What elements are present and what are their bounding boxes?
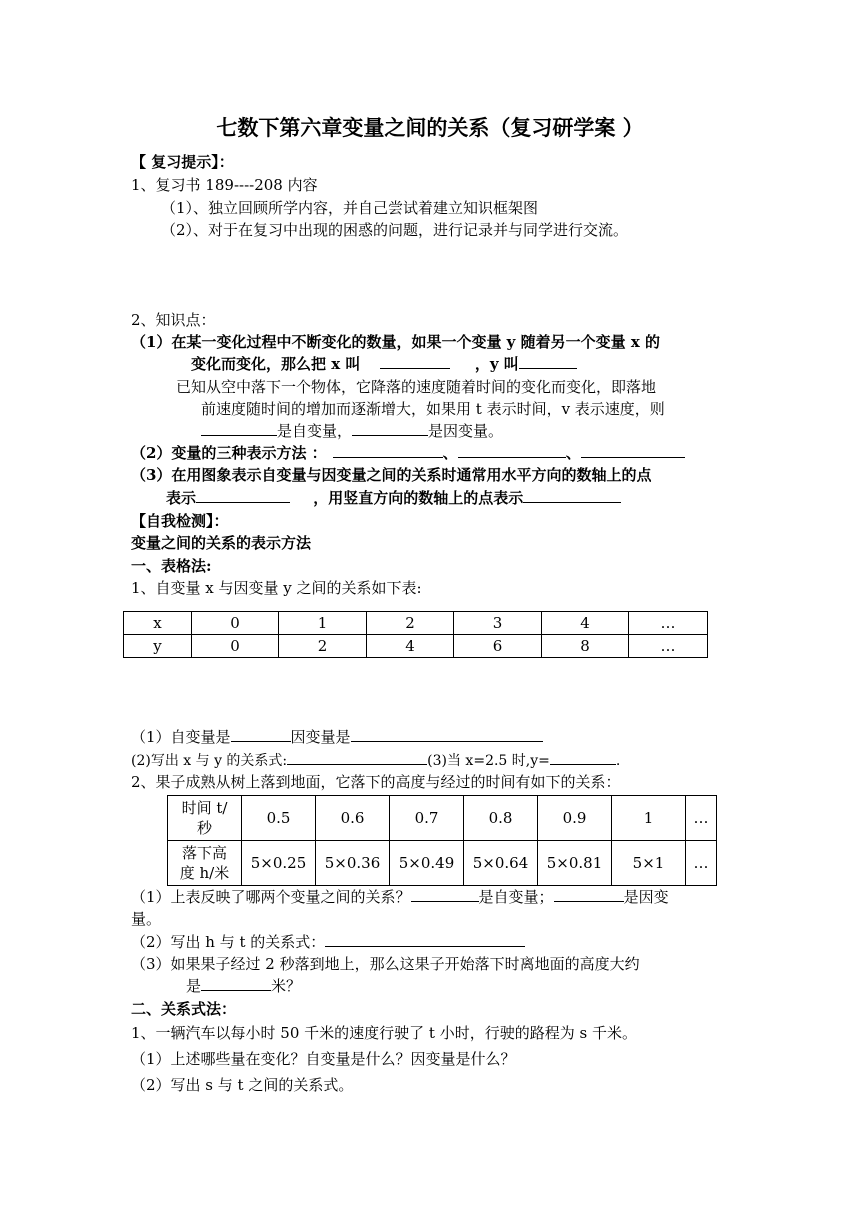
- question-3-part-2: （2）写出 s 与 t 之间的关系式。: [131, 1076, 354, 1094]
- table-cell: 5×0.36: [316, 841, 390, 886]
- review-sub-1: （1）、独立回顾所学内容，并自己尝试着建立知识框架图: [161, 199, 539, 217]
- table-head-time-b: 秒: [196, 819, 212, 837]
- q1-1-text-b: 因变量是: [290, 728, 351, 746]
- blank-method-1[interactable]: [333, 442, 443, 458]
- q1-2-text-a: (2)写出 x 与 y 的关系式:: [131, 753, 288, 769]
- question-1-part-2: [131, 749, 620, 772]
- table-row: [124, 612, 708, 635]
- knowledge-p3-text-b: ，用竖直方向的数轴上的点表示: [313, 489, 524, 507]
- review-sub-2: （2）、对于在复习中出现的困惑的问题，进行记录并与同学进行交流。: [161, 221, 629, 239]
- table-head-time-a: 时间 t/: [181, 799, 228, 817]
- table-cell: x: [124, 612, 192, 635]
- table-cell: 5×0.81: [538, 841, 612, 886]
- blank-method-3[interactable]: [581, 442, 685, 458]
- q1-1-text-a: （1）自变量是: [131, 728, 231, 746]
- blank-dependent-term[interactable]: [519, 353, 577, 369]
- q2-2-text: （2）写出 h 与 t 的关系式：: [131, 933, 326, 951]
- example-line-3: [201, 420, 503, 442]
- table-cell: 4: [542, 612, 629, 635]
- section-formula-method: 二、关系式法：: [131, 1000, 237, 1018]
- example-text-a: 是自变量，: [277, 422, 353, 440]
- blank-vertical-axis[interactable]: [523, 487, 621, 503]
- knowledge-p3-line1: （3）在用图象表示自变量与因变量之间的关系时通常用水平方向的数轴上的点: [131, 466, 652, 484]
- example-text-b: 是因变量。: [428, 422, 504, 440]
- knowledge-p1-line1: （1）在某一变化过程中不断变化的数量，如果一个变量 y 随着另一个变量 x 的: [131, 333, 660, 351]
- knowledge-p1-text-a: 变化而变化，那么把 x 叫: [191, 355, 361, 373]
- question-2-part-1: [131, 886, 669, 908]
- knowledge-p1-text-b: ，y 叫: [474, 355, 519, 373]
- table-cell: [168, 841, 242, 886]
- table-cell: 0.7: [390, 796, 464, 841]
- table-cell: 0.9: [538, 796, 612, 841]
- self-test-subtitle: 变量之间的关系的表示方法: [131, 534, 312, 552]
- question-2-part-3-cont: [186, 975, 301, 997]
- q2-3-text-b: 是: [186, 977, 202, 995]
- table-row: [168, 841, 717, 886]
- blank-example-dependent[interactable]: [352, 420, 428, 436]
- table-cell: 5×1: [612, 841, 686, 886]
- table-cell: …: [686, 796, 717, 841]
- table-head-height-b: 度 h/米: [179, 864, 230, 882]
- blank-q2-dependent[interactable]: [554, 886, 624, 902]
- page-title: 七数下第六章变量之间的关系（复习研学案 ）: [216, 115, 644, 140]
- blank-horizontal-axis[interactable]: [196, 487, 290, 503]
- table-cell: …: [629, 612, 708, 635]
- table-cell: …: [629, 635, 708, 658]
- question-2-intro: 2、果子成熟从树上落到地面，它落下的高度与经过的时间有如下的关系：: [131, 773, 621, 791]
- q1-2-text-c: .: [615, 753, 621, 769]
- knowledge-header: 2、知识点：: [131, 311, 216, 329]
- table-cell: 1: [612, 796, 686, 841]
- table-cell: 4: [367, 635, 454, 658]
- q2-1-text-c: 是因变: [623, 888, 669, 906]
- blank-q1-independent[interactable]: [231, 726, 291, 742]
- blank-q2-height[interactable]: [201, 975, 271, 991]
- table-head-height-a: 落下高: [181, 844, 227, 862]
- table-cell: y: [124, 635, 192, 658]
- table-cell: 0.5: [242, 796, 316, 841]
- blank-independent-term[interactable]: [380, 353, 450, 369]
- table-cell: 5×0.64: [464, 841, 538, 886]
- table-cell: 0.8: [464, 796, 538, 841]
- table-cell: 3: [454, 612, 542, 635]
- table-cell: …: [686, 841, 717, 886]
- question-2-part-2: [131, 931, 525, 953]
- blank-q1-y-value[interactable]: [550, 749, 616, 765]
- knowledge-p2: [131, 442, 685, 464]
- blank-q2-independent[interactable]: [411, 886, 479, 902]
- question-3-part-1: （1）上述哪些量在变化？自变量是什么？因变量是什么？: [131, 1050, 516, 1068]
- knowledge-p2-sep-1: 、: [442, 444, 458, 462]
- review-item-1: 1、复习书 189----208 内容: [131, 176, 318, 194]
- table-cell: 0: [192, 612, 279, 635]
- table-x-y: [123, 611, 708, 658]
- question-3-intro: 1、一辆汽车以每小时 50 千米的速度行驶了 t 小时，行驶的路程为 s 千米。: [131, 1024, 637, 1042]
- table-cell: 2: [279, 635, 367, 658]
- question-1-intro: 1、自变量 x 与因变量 y 之间的关系如下表:: [131, 579, 422, 597]
- q2-1-text-a: （1）上表反映了哪两个变量之间的关系？: [131, 888, 411, 906]
- blank-q1-dependent[interactable]: [351, 726, 543, 742]
- q2-1-text-b: 是自变量；: [478, 888, 554, 906]
- question-1-part-1: [131, 726, 543, 748]
- table-cell: 1: [279, 612, 367, 635]
- table-cell: 6: [454, 635, 542, 658]
- knowledge-p2-text: （2）变量的三种表示方法 ：: [131, 444, 327, 462]
- table-cell: 8: [542, 635, 629, 658]
- table-cell: 0: [192, 635, 279, 658]
- self-test-header: 【自我检测】：: [131, 512, 229, 530]
- table-time-height: [167, 795, 717, 886]
- table-cell: [168, 796, 242, 841]
- table-cell: 5×0.25: [242, 841, 316, 886]
- blank-q1-relation[interactable]: [287, 749, 427, 765]
- review-tips-header: 【 复习提示】：: [131, 153, 234, 171]
- table-row: [124, 635, 708, 658]
- knowledge-p3-text-a: 表示: [166, 489, 197, 507]
- example-line-1: 已知从空中落下一个物体，它降落的速度随着时间的变化而变化，即落地: [176, 378, 657, 396]
- table-cell: 0.6: [316, 796, 390, 841]
- section-table-method: 一、表格法:: [131, 557, 212, 575]
- q2-3-text-c: 米？: [271, 977, 302, 995]
- blank-method-2[interactable]: [458, 442, 566, 458]
- q1-2-text-b: (3)当 x=2.5 时,y=: [427, 753, 550, 769]
- table-cell: 5×0.49: [390, 841, 464, 886]
- example-line-2: 前速度随时间的增加而逐渐增大，如果用 t 表示时间，v 表示速度，则: [201, 400, 665, 418]
- blank-q2-relation[interactable]: [325, 931, 525, 947]
- table-row: [168, 796, 717, 841]
- blank-example-independent[interactable]: [201, 420, 277, 436]
- knowledge-p2-sep-2: 、: [565, 444, 581, 462]
- knowledge-p3-line2: [166, 487, 621, 509]
- table-cell: 2: [367, 612, 454, 635]
- knowledge-p1-line2: [191, 353, 577, 375]
- question-2-part-3: （3）如果果子经过 2 秒落到地上，那么这果子开始落下时离地面的高度大约: [131, 955, 640, 973]
- question-2-part-1-cont: 量。: [131, 910, 162, 928]
